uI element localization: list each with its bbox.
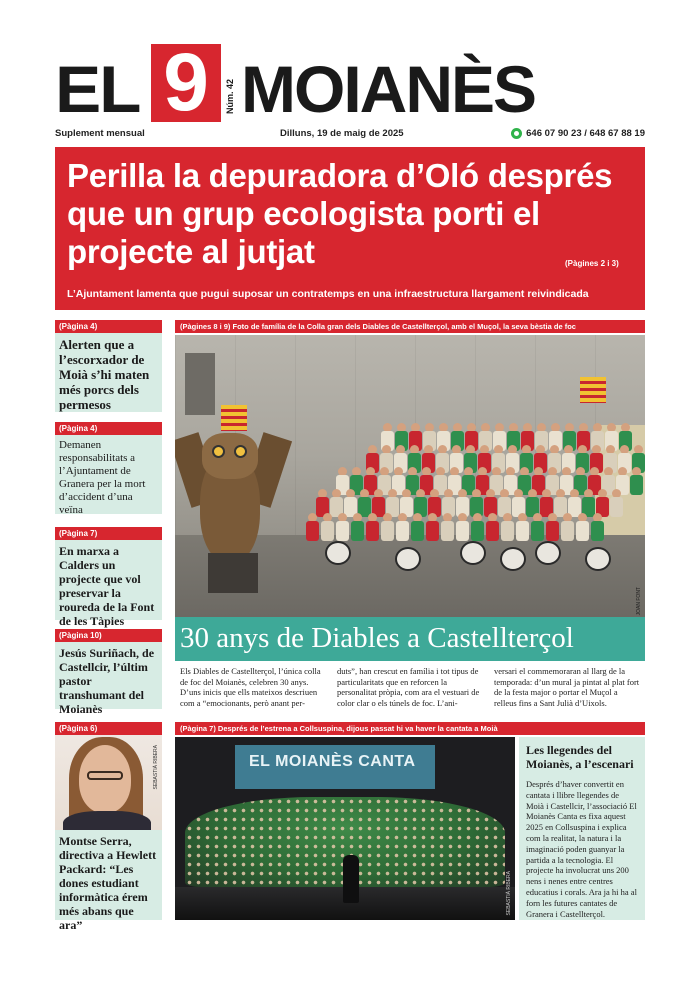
group-member xyxy=(629,467,643,497)
group-member xyxy=(365,513,379,543)
screen-title: EL MOIANÈS CANTA xyxy=(249,753,416,770)
group-member xyxy=(500,513,514,543)
sidebar-story-title: Alerten que a l’escorxador de Moià s’hi maten més porcs dels permesos xyxy=(59,337,150,412)
masthead-el: EL xyxy=(55,52,140,126)
photo-credit: JOAN FONT xyxy=(636,586,642,615)
issue-number: Núm. 42 xyxy=(225,78,235,114)
aside-title: Les llegendes del Moianès, a l’escenari xyxy=(526,743,634,771)
sidebar-story-page: (Pàgina 6) xyxy=(55,722,162,735)
supplement-label: Suplement mensual xyxy=(55,128,145,139)
lead-subtitle: L’Ajuntament lamenta que pugui suposar un contratemps en una infraestructura llargament reivindicada xyxy=(67,288,589,300)
photo-credit: SEBASTIÀ RIBERA xyxy=(153,745,159,790)
portrait-photo xyxy=(55,735,162,830)
feature-caption-tag: (Pàgines 8 i 9) Foto de família de la Colla gran dels Diables de Castellterçol, amb el Muçol, la seva bèstia de foc xyxy=(175,320,645,333)
drum xyxy=(585,547,611,571)
cantata-aside[interactable] xyxy=(519,737,645,920)
group-member xyxy=(335,513,349,543)
sidebar-story[interactable] xyxy=(55,320,162,412)
aside-text: Després d’haver convertit en cantata i llibre llegendes de Moià i Castellcir, l’associació El Moianès Canta es fixa aquest 2025 en Collsuspina i explica com la realitat, la natura i la imaginació poden guanyar la partida a la tecnologia. El projecte ha involucrat uns 200 nens i nenes entre centres educatius i corals. Ara ja hi ha al forn les futures cantates de Granera i Castellterçol. xyxy=(526,779,637,919)
sidebar-story-page: (Pàgina 7) xyxy=(55,527,162,540)
phone-numbers: 646 07 90 23 / 648 67 88 19 xyxy=(526,128,645,139)
masthead-name: MOIANÈS xyxy=(241,52,536,126)
sidebar-story[interactable] xyxy=(55,422,162,514)
cantata-photo[interactable] xyxy=(175,737,515,920)
group-member xyxy=(320,513,334,543)
feature-body xyxy=(180,666,645,706)
sidebar-story[interactable] xyxy=(55,527,162,628)
mucol-beast xyxy=(180,423,285,583)
sidebar-story-title: Demanen responsabilitats a l’Ajuntament de Granera per la mort d’accident d’una veïna xyxy=(59,439,146,516)
drum xyxy=(395,547,421,571)
photo-credit: SEBASTIÀ RIBERA xyxy=(506,870,512,915)
group-member xyxy=(609,489,623,519)
group-member xyxy=(440,513,454,543)
group-member xyxy=(530,513,544,543)
group-member xyxy=(305,513,319,543)
feature-photo[interactable] xyxy=(175,335,645,617)
sidebar-story-title: En marxa a Calders un projecte que vol preservar la roureda de la Font de les Tàpies xyxy=(59,544,155,628)
sidebar-story[interactable] xyxy=(55,722,162,932)
lead-story-banner[interactable] xyxy=(55,147,645,310)
sidebar-story-title: Montse Serra, directiva a Hewlett Packard: “Les dones estudiant informàtica érem més abans que ara” xyxy=(59,834,157,932)
drum xyxy=(460,541,486,565)
sidebar-story-title: Jesús Suriñach, de Castellcir, l’últim pastor transhumant del Moianès xyxy=(59,646,155,716)
masthead-nine: 9 xyxy=(163,37,209,128)
feature-col-3: versari el commemoraran al llarg de la temporada: d’un mural ja pintat al plat fort de la festa major o portar el Muçol a relleus fins a Sant Julià d’Uixols. xyxy=(494,666,640,708)
group-member xyxy=(380,513,394,543)
lead-headline: Perilla la depuradora d’Oló després que un grup ecologista porti el projecte al jutjat xyxy=(67,157,613,270)
group-member xyxy=(350,513,364,543)
group-member xyxy=(455,513,469,543)
drum xyxy=(325,541,351,565)
sidebar-story-page: (Pàgina 10) xyxy=(55,629,162,642)
masthead xyxy=(55,37,645,128)
group-member xyxy=(485,513,499,543)
conductor xyxy=(343,855,359,903)
group-member xyxy=(470,513,484,543)
group-member xyxy=(515,513,529,543)
group-member xyxy=(410,513,424,543)
sidebar-story[interactable] xyxy=(55,629,162,716)
lead-pages: (Pàgines 2 i 3) xyxy=(565,259,619,268)
group-member xyxy=(425,513,439,543)
group-member xyxy=(590,513,604,543)
sidebar-story-page: (Pàgina 4) xyxy=(55,422,162,435)
feature-col-2: duts”, han crescut en família i tot tipus de particularitats que en reforcen la personalitat pròpia, com ara el vestuari de color clar o els túnels de foc. L’ani- xyxy=(337,666,480,708)
drum xyxy=(535,541,561,565)
masthead-subline xyxy=(55,128,645,142)
feature-col-1: Els Diables de Castellterçol, l’única colla de foc del Moianès, celebren 30 anys. D’uns inicis que ells mateixos descriuen com a “emocionants, però anant per- xyxy=(180,666,321,708)
group-member xyxy=(545,513,559,543)
whatsapp-icon xyxy=(511,128,522,139)
group-member xyxy=(395,513,409,543)
sidebar-story-page: (Pàgina 4) xyxy=(55,320,162,333)
bottom-caption-tag: (Pàgina 7) Després de l’estrena a Collsuspina, dijous passat hi va haver la cantata a Moià xyxy=(175,722,645,735)
group-of-devils xyxy=(285,423,645,573)
group-member xyxy=(560,513,574,543)
feature-headline[interactable]: 30 anys de Diables a Castellterçol xyxy=(175,617,645,661)
senyera-flag xyxy=(580,377,606,403)
group-member xyxy=(575,513,589,543)
issue-date: Dilluns, 19 de maig de 2025 xyxy=(280,128,404,139)
drum xyxy=(500,547,526,571)
contact-phones xyxy=(511,128,645,139)
